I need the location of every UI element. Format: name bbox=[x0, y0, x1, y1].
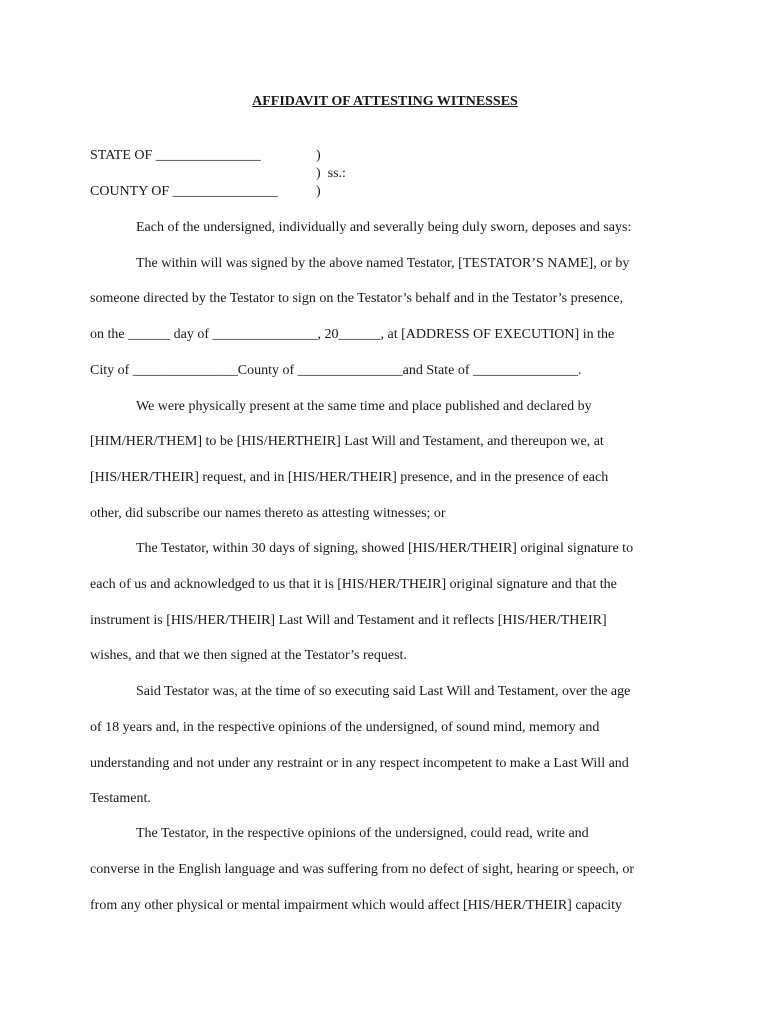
caption-paren: ) bbox=[316, 184, 321, 199]
body-line: We were physically present at the same time and place published and declared by bbox=[136, 399, 592, 414]
body-line: from any other physical or mental impairment which would affect [HIS/HER/THEIR] capacity bbox=[90, 898, 622, 913]
body-line: The within will was signed by the above named Testator, [TESTATOR’S NAME], or by bbox=[136, 256, 630, 271]
caption-paren: ) bbox=[316, 148, 321, 163]
body-line: someone directed by the Testator to sign on the Testator’s behalf and in the Testator’s presence, bbox=[90, 291, 624, 306]
body-line: The Testator, in the respective opinions of the undersigned, could read, write and bbox=[136, 826, 589, 841]
body-line: each of us and acknowledged to us that it is [HIS/HER/THEIR] original signature and that the bbox=[90, 577, 617, 592]
body-line: Each of the undersigned, individually and severally being duly sworn, deposes and says: bbox=[136, 220, 632, 235]
body-line: on the ______ day of _______________, 20______, at [ADDRESS OF EXECUTION] in the bbox=[90, 327, 615, 342]
state-label: STATE OF _______________ bbox=[90, 148, 261, 163]
body-line: Said Testator was, at the time of so executing said Last Will and Testament, over the age bbox=[136, 684, 631, 699]
body-line: instrument is [HIS/HER/THEIR] Last Will and Testament and it reflects [HIS/HER/THEIR] bbox=[90, 613, 607, 628]
body-line: [HIS/HER/THEIR] request, and in [HIS/HER/THEIR] presence, and in the presence of each bbox=[90, 470, 609, 485]
body-line: converse in the English language and was suffering from no defect of sight, hearing or speech, or bbox=[90, 862, 635, 877]
county-label: COUNTY OF _______________ bbox=[90, 184, 278, 199]
body-line: wishes, and that we then signed at the Testator’s request. bbox=[90, 648, 407, 663]
document-title: AFFIDAVIT OF ATTESTING WITNESSES bbox=[252, 94, 518, 109]
caption-paren-ss: ) ss.: bbox=[316, 166, 346, 181]
body-line: The Testator, within 30 days of signing, showed [HIS/HER/THEIR] original signature to bbox=[136, 541, 634, 556]
body-line: [HIM/HER/THEM] to be [HIS/HERTHEIR] Last Will and Testament, and thereupon we, at bbox=[90, 434, 604, 449]
body-line: Testament. bbox=[90, 791, 151, 806]
body-line: City of _______________County of _______________and State of _______________. bbox=[90, 363, 582, 378]
body-line: other, did subscribe our names thereto as attesting witnesses; or bbox=[90, 506, 446, 521]
body-line: of 18 years and, in the respective opinions of the undersigned, of sound mind, memory and bbox=[90, 720, 600, 735]
body-line: understanding and not under any restraint or in any respect incompetent to make a Last Will and bbox=[90, 756, 629, 771]
